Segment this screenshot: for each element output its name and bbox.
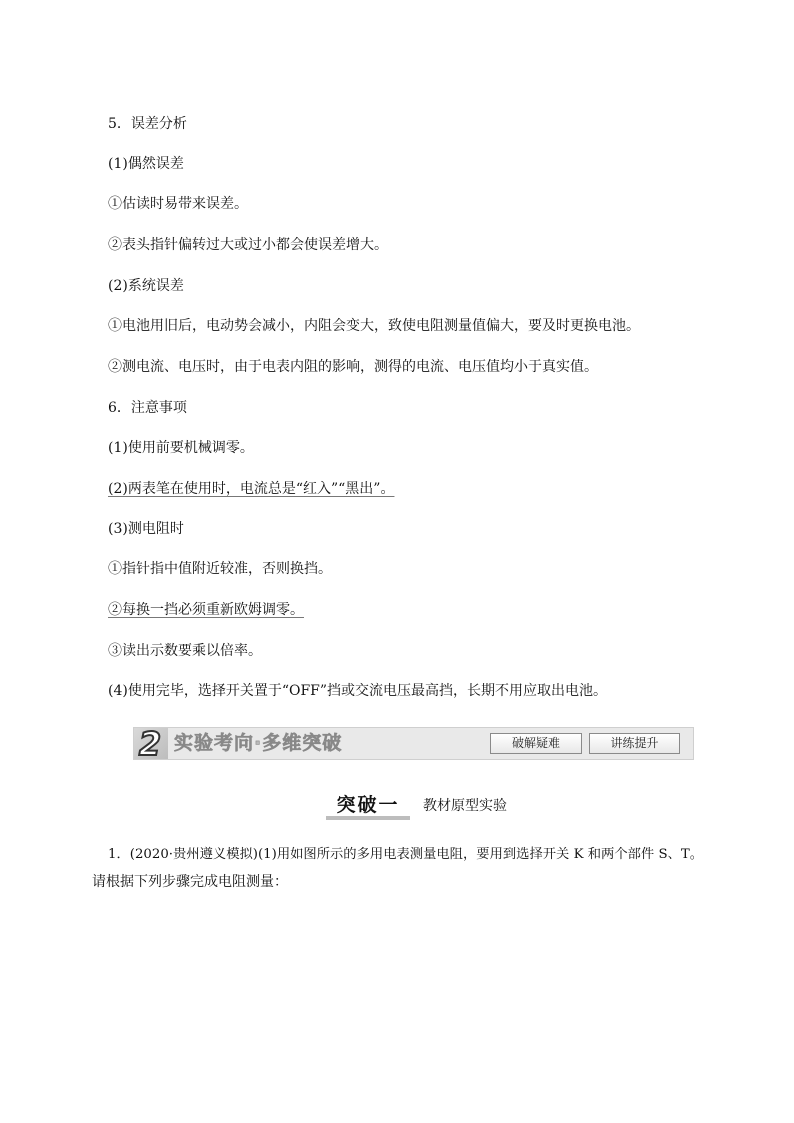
notes-item-4: (4)使用完毕，选择开关置于“OFF”挡或交流电压最高挡，长期不用应取出电池。 <box>108 683 608 699</box>
notes-item-3-title: (3)测电阻时 <box>108 521 184 537</box>
error-analysis-heading: 5．误差分析 <box>108 116 187 132</box>
notes-item-3-sub-1: ①指针指中值附近较准，否则换挡。 <box>108 561 332 577</box>
subsection-side-title: 教材原型实验 <box>423 798 507 814</box>
systematic-error-title: (2)系统误差 <box>108 278 184 294</box>
question-line-1: 1．(2020·贵州遵义模拟)(1)用如图所示的多用电表测量电阻，要用到选择开关 K 和两个部件 S、T。 <box>108 847 704 862</box>
subsection-underline <box>326 816 410 820</box>
section-banner <box>133 725 694 763</box>
resolve-difficulties-button[interactable]: 破解疑难 <box>490 733 582 754</box>
systematic-error-item-2: ②测电流、电压时，由于电表内阻的影响，测得的电流、电压值均小于真实值。 <box>108 359 598 375</box>
notes-item-2: (2)两表笔在使用时，电流总是“红入”“黑出”。 <box>108 481 395 497</box>
banner-title: 实验考向·多维突破 <box>174 732 343 754</box>
accidental-error-title: (1)偶然误差 <box>108 156 184 172</box>
subsection-main-title: 突破一 <box>336 794 400 816</box>
notes-item-1: (1)使用前要机械调零。 <box>108 440 254 456</box>
notes-item-3-sub-2: ②每换一挡必须重新欧姆调零。 <box>108 602 304 618</box>
notes-item-3-sub-3: ③读出示数要乘以倍率。 <box>108 643 262 659</box>
practice-improve-button[interactable]: 讲练提升 <box>589 733 680 754</box>
question-line-2: 请根据下列步骤完成电阻测量： <box>92 874 288 890</box>
banner-number: 2 <box>138 725 162 763</box>
systematic-error-item-1: ①电池用旧后，电动势会减小，内阻会变大，致使电阻测量值偏大，要及时更换电池。 <box>108 318 640 334</box>
accidental-error-item-1: ①估读时易带来误差。 <box>108 196 248 212</box>
notes-heading: 6．注意事项 <box>108 400 187 416</box>
banner-number-badge <box>134 725 168 763</box>
accidental-error-item-2: ②表头指针偏转过大或过小都会使误差增大。 <box>108 237 388 253</box>
